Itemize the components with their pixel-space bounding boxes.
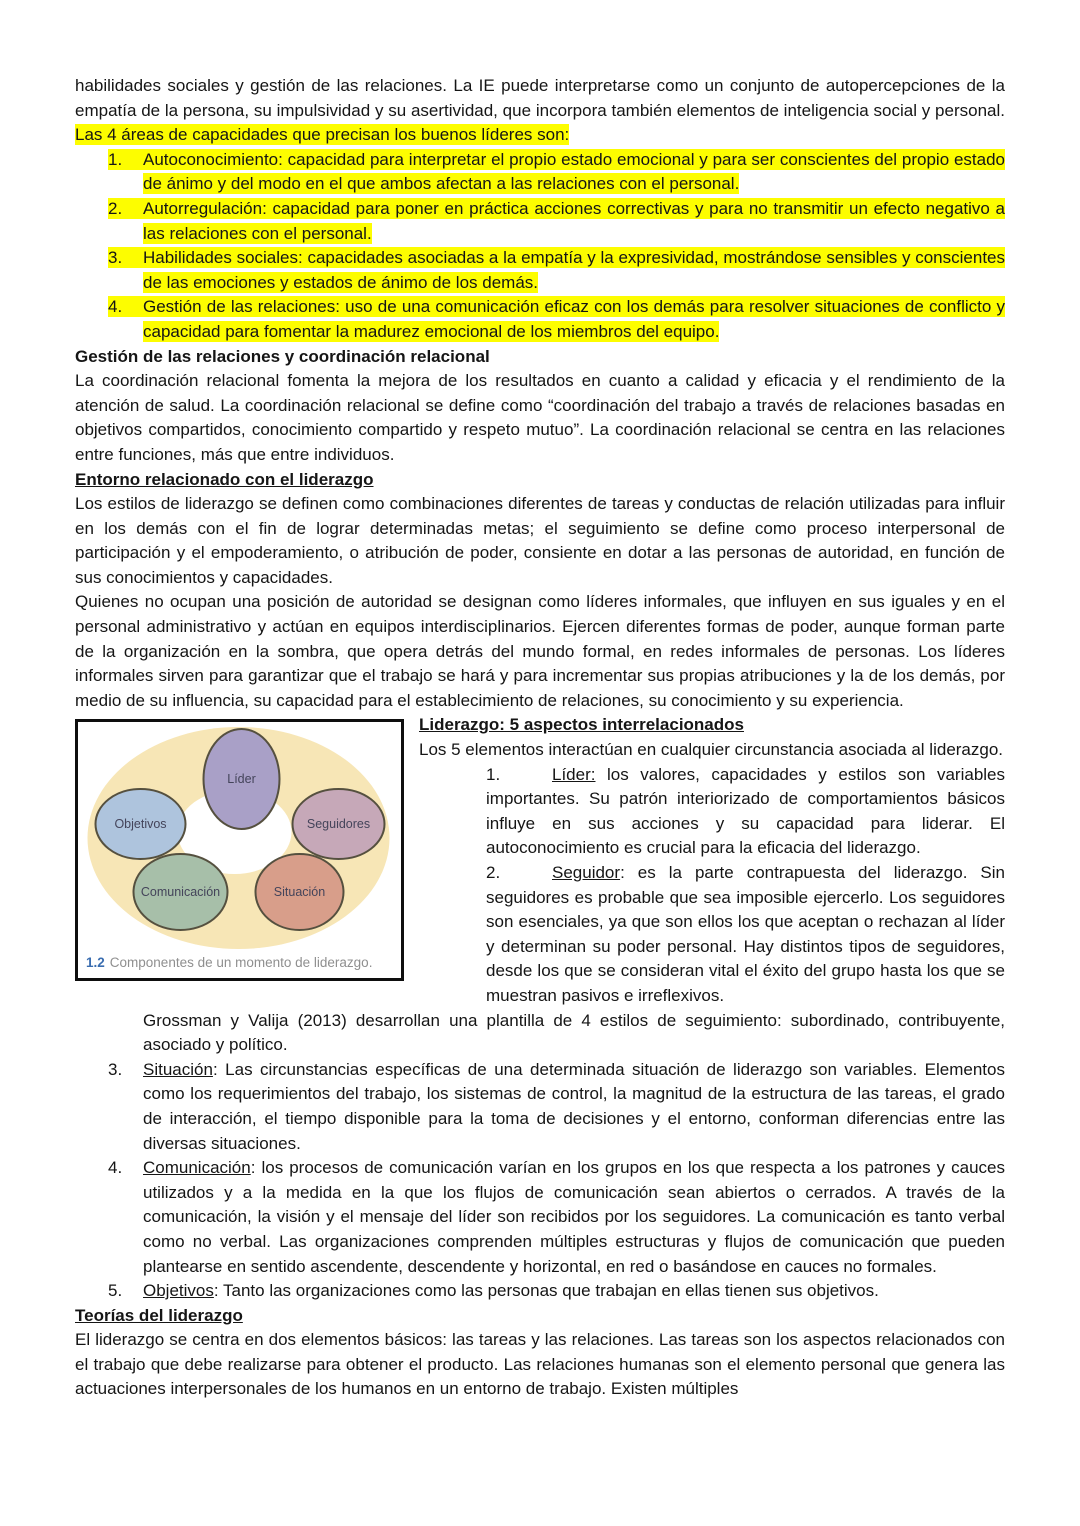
aspect-text: los valores, capacidades y estilos son variables importantes. Su patrón interiorizado de comportamientos básicos influye en sus acciones y su capacidad para liderar. El autoconocimiento es crucial para la eficacia del liderazgo. bbox=[486, 764, 1005, 858]
aspect-item-seguidor bbox=[486, 861, 1005, 1009]
intro-highlighted-text: Las 4 áreas de capacidades que precisan los buenos líderes son: bbox=[75, 125, 570, 145]
figure-node-seguidores bbox=[293, 789, 385, 859]
aspect-keyword: Situación bbox=[143, 1059, 213, 1079]
grossman-continuation: Grossman y Valija (2013) desarrollan una plantilla de 4 estilos de seguimiento: subordinado, contribuyente, asociado y político. bbox=[143, 1010, 1005, 1055]
gestion-paragraph: La coordinación relacional fomenta la mejora de los resultados en cuanto a calidad y eficacia y el rendimiento de la atención de salud. La coordinación relacional se define como “coordinación del trabajo a través de relaciones basadas en objetivos compartidos, conocimiento compartido y respeto mutuo”. La coordinación relacional se centra en las relaciones entre funciones, más que entre individuos. bbox=[75, 371, 1005, 464]
aspect-item-comunicacion bbox=[75, 1156, 1005, 1279]
heading-entorno-liderazgo: Entorno relacionado con el liderazgo bbox=[75, 469, 374, 489]
entorno-paragraph-1: Los estilos de liderazgo se definen como combinaciones diferentes de tareas y conductas de relación utilizadas para influir en los demás con el fin de lograr determinadas metas; el seguimiento se define como proceso interpersonal de participación y el empoderamiento, o atribución de poder, consiente en dotar a las personas de autoridad, en función de sus conocimientos y capacidades. bbox=[75, 494, 1005, 587]
aspect-keyword: Comunicación bbox=[143, 1158, 251, 1178]
capacity-item-2 bbox=[75, 197, 1005, 246]
capacity-item-4 bbox=[75, 295, 1005, 344]
list-number: 5. bbox=[108, 1281, 123, 1301]
entorno-paragraph-2: Quienes no ocupan una posición de autoridad se designan como líderes informales, que influyen en sus iguales y en el personal administrativo y actúan en equipos interdisciplinarios. Ejercen diferentes formas de poder, aunque forman parte de la organización en la sombra, que opera detrás del mundo formal, en redes informales de personas. Los líderes informales sirven para garantizar que el trabajo se hará y para incrementar sus propias atribuciones y la de los demás, por medio de su influencia, su capacidad para el establecimiento de relaciones, su conocimiento y su experiencia. bbox=[75, 592, 1005, 710]
aspect-item-lider bbox=[486, 763, 1005, 861]
aspect-keyword: Líder: bbox=[552, 764, 596, 784]
svg-text:Comunicación: Comunicación bbox=[140, 885, 221, 900]
list-number: 1. bbox=[108, 149, 123, 169]
svg-text:Líder: Líder bbox=[227, 772, 256, 787]
svg-text:Objetivos: Objetivos bbox=[114, 817, 167, 832]
svg-text:Situación: Situación bbox=[273, 885, 326, 900]
teorias-paragraph: El liderazgo se centra en dos elementos básicos: las tareas y las relaciones. Las tareas son los aspectos relacionados con el trabajo que debe realizarse para obtener el producto. Las relaciones humanas son el elemento personal que genera las actuaciones interpersonales de los humanos en un entorno de trabajo. Existen múltiples bbox=[75, 1330, 1005, 1399]
heading-gestion-relaciones: Gestión de las relaciones y coordinación relacional bbox=[75, 346, 490, 366]
liderazgo5-intro: Los 5 elementos interactúan en cualquier circunstancia asociada al liderazgo. bbox=[419, 740, 1004, 760]
leadership-diagram bbox=[78, 722, 401, 954]
figure-caption bbox=[78, 954, 401, 978]
intro-plain-text: habilidades sociales y gestión de las relaciones. La IE puede interpretarse como un conjunto de autopercepciones de la empatía de la persona, su impulsividad y su asertividad, que incorpora también elementos de inteligencia social y personal. bbox=[75, 76, 1005, 120]
aspect-text: : Las circunstancias específicas de una determinada situación de liderazgo son variables. Elementos como los requerimientos del trabajo, los sistemas de control, la magnitud de la estructura de las tareas, el grado de interacción, el tiempo disponible para la toma de decisiones y el entorno, conforman diferencias entre las diversas situaciones. bbox=[143, 1059, 1005, 1153]
svg-text:Seguidores: Seguidores bbox=[306, 817, 371, 832]
list-number: 1. bbox=[486, 764, 501, 784]
list-number: 4. bbox=[108, 297, 123, 317]
heading-liderazgo-5-aspectos: Liderazgo: 5 aspectos interrelacionados bbox=[419, 715, 744, 735]
figure-node-situacion bbox=[256, 854, 344, 930]
capacity-text: Habilidades sociales: capacidades asociadas a la empatía y la expresividad, mostrándose sensibles y conscientes de las emociones y estados de ánimo de los demás. bbox=[143, 248, 1005, 292]
list-number: 3. bbox=[108, 248, 123, 268]
capacity-text: Gestión de las relaciones: uso de una comunicación eficaz con los demás para resolver situaciones de conflicto y capacidad para fomentar la madurez emocional de los miembros del equipo. bbox=[143, 297, 1005, 341]
figure-caption-number: 1.2 bbox=[86, 955, 105, 971]
capacity-text: Autoconocimiento: capacidad para interpretar el propio estado emocional y para ser conscientes del propio estado de ánimo y del modo en el que ambos afectan a las relaciones con el personal. bbox=[143, 149, 1005, 194]
heading-teorias-liderazgo: Teorías del liderazgo bbox=[75, 1305, 243, 1325]
intro-paragraph bbox=[75, 74, 1005, 148]
aspect-item-objetivos bbox=[75, 1279, 1005, 1304]
figure-node-objetivos bbox=[96, 789, 186, 859]
figure-node-lider bbox=[204, 729, 280, 829]
aspect-keyword: Seguidor bbox=[552, 863, 621, 882]
aspect-text: : Tanto las organizaciones como las personas que trabajan en ellas tienen sus objetivos. bbox=[213, 1281, 879, 1301]
list-number: 2. bbox=[108, 198, 123, 218]
figure-caption-text: Componentes de un momento de liderazgo. bbox=[109, 955, 373, 971]
list-number: 3. bbox=[108, 1059, 123, 1079]
capacity-item-3 bbox=[75, 246, 1005, 295]
figure-node-comunicacion bbox=[134, 854, 228, 930]
figure-and-text-row bbox=[75, 713, 1005, 1008]
aspect-text: : es la parte contrapuesta del liderazgo. Sin seguidores es probable que sea imposible ejercerlo. Los seguidores son esenciales, ya que son ellos los que aceptan o rechazan al líder y determinan su poder personal. Hay distintos tipos de seguidores, desde los que se consideran vital el éxito del grupo hasta los que se muestran pasivos e irreflexivos. bbox=[486, 863, 1005, 1005]
aspect-item-situacion bbox=[75, 1058, 1005, 1156]
capacity-item-1 bbox=[75, 148, 1005, 197]
leadership-components-figure bbox=[75, 719, 404, 981]
list-number: 4. bbox=[108, 1158, 123, 1178]
aspect-keyword: Objetivos bbox=[143, 1281, 214, 1301]
capacity-text: Autorregulación: capacidad para poner en práctica acciones correctivas y para no transmitir un efecto negativo a las relaciones con el personal. bbox=[143, 198, 1005, 243]
aspect-text: : los procesos de comunicación varían en los grupos en los que respecta a los patrones y cauces utilizados y a la medida en la que los flujos de comunicación sean abiertos o cerrados. A través de la comunicación, la visión y el mensaje del líder son recibidos por los seguidores. La comunicación es tanto verbal como no verbal. Las organizaciones comprenden múltiples estructuras y flujos de comunicación que pueden plantearse en sentido ascendente, descendente y horizontal, en red o basándose en cauces no formales. bbox=[143, 1158, 1005, 1276]
liderazgo-5-column bbox=[419, 713, 1005, 1008]
list-number: 2. bbox=[486, 863, 501, 882]
